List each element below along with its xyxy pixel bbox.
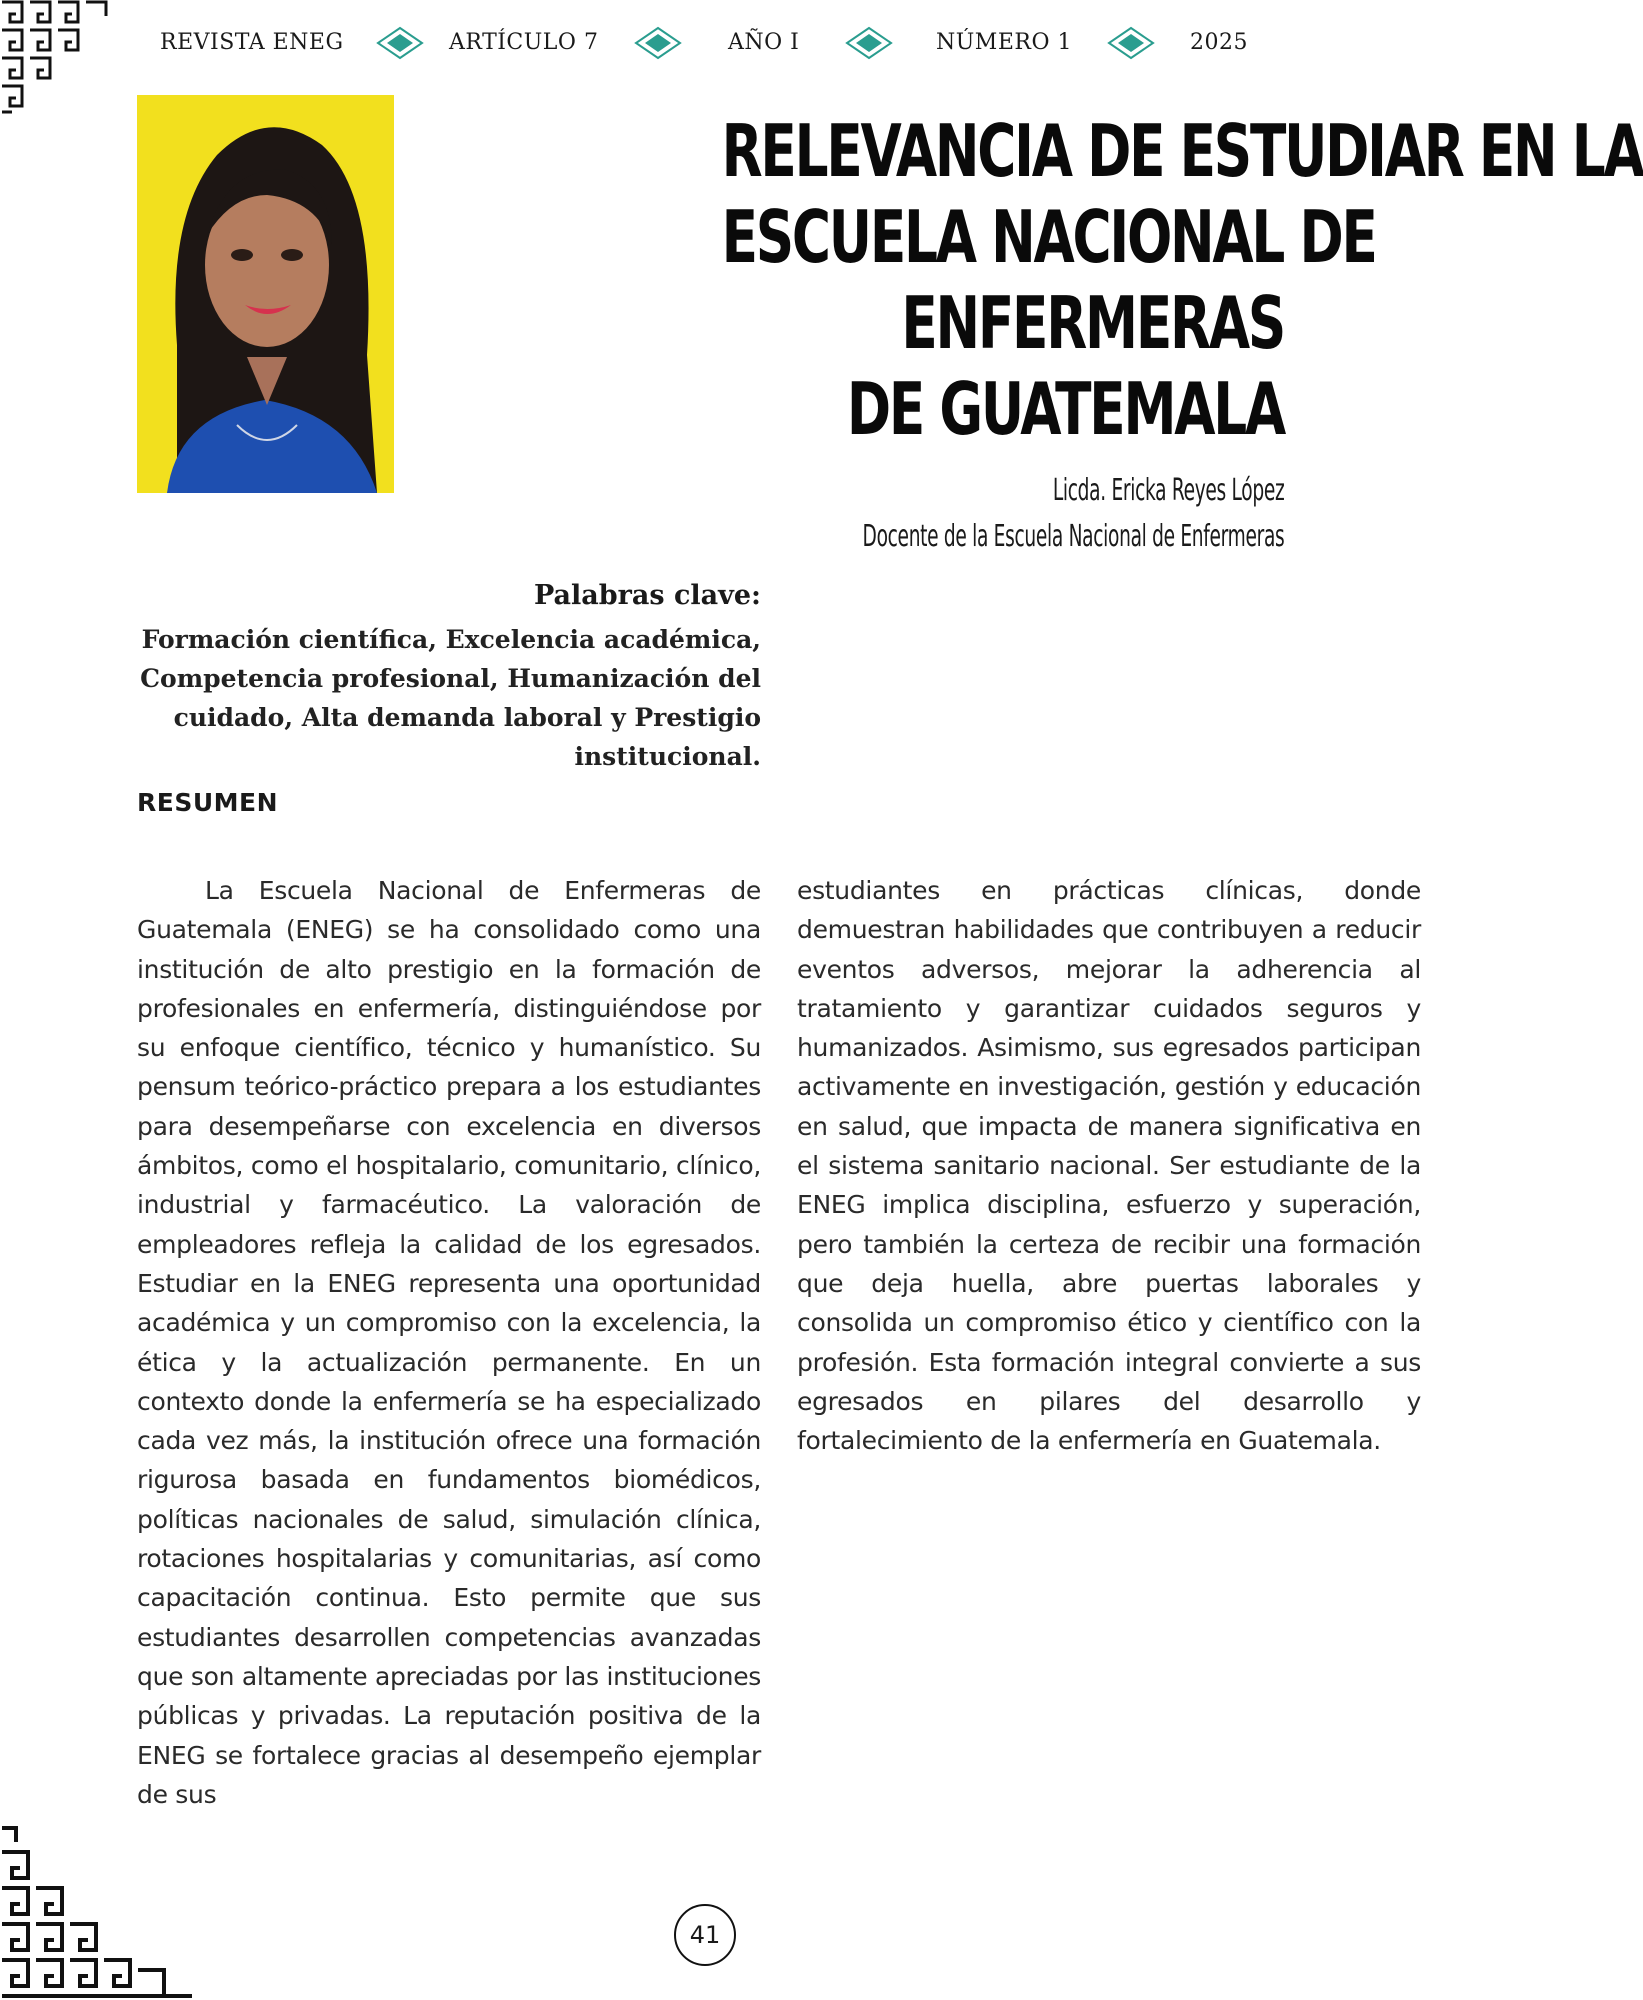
author-name: Licda. Ericka Reyes López <box>1052 473 1284 508</box>
keywords-heading: Palabras clave: <box>533 580 761 611</box>
header-number: NÚMERO 1 <box>936 30 1072 55</box>
diamond-separator-icon <box>376 26 424 60</box>
page-number: 41 <box>674 1904 736 1966</box>
author-photo <box>137 95 394 493</box>
author-block <box>862 468 1284 560</box>
keywords-text: Formación científica, Excelencia académica, Competencia profesional, Humanización del cuidado, Alta demanda laboral y Prestigio institucional. <box>140 625 761 771</box>
abstract-right-column: estudiantes en prácticas clínicas, donde demuestran habilidades que contribuyen a reducir eventos adversos, mejorar la adherencia al tratamiento y garantizar cuidados seguros y humanizados. Asimismo, sus egresados participan activamente en investigación, gestión y educación en salud, que impacta de manera significativa en el sistema sanitario nacional. Ser estudiante de la ENEG implica disciplina, esfuerzo y superación, pero también la certeza de recibir una formación que deja huella, abre puertas laborales y consolida un compromiso ético y científico con la profesión. Esta formación integral convierte a sus egresados en pilares del desarrollo y fortalecimiento de la enfermería en Guatemala. <box>797 876 1421 1456</box>
journal-header <box>0 26 1414 62</box>
diamond-separator-icon <box>634 26 682 60</box>
header-publication-year: 2025 <box>1190 30 1248 55</box>
corner-ornament-bottom-left-icon <box>0 1826 200 2000</box>
abstract-heading: RESUMEN <box>137 788 279 817</box>
abstract-left-column: La Escuela Nacional de Enfermeras de Guatemala (ENEG) se ha consolidado como una institución de alto prestigio en la formación de profesionales en enfermería, distinguiéndose por su enfoque científico, técnico y humanístico. Su pensum teórico-práctico prepara a los estudiantes para desempeñarse con excelencia en diversos ámbitos, como el hospitalario, comunitario, clínico, industrial y farmacéutico. La valoración de empleadores refleja la calidad de los egresados. Estudiar en la ENEG representa una oportunidad académica y un compromiso con la excelencia, la ética y la actualización permanente. En un contexto donde la enfermería se ha especializado cada vez más, la institución ofrece una formación rigurosa basada en fundamentos biomédicos, políticas nacionales de salud, simulación clínica, rotaciones hospitalarias y comunitarias, así como capacitación continua. Esto permite que sus estudiantes desarrollen competencias avanzadas que son altamente apreciadas por las instituciones públicas y privadas. La reputación positiva de la ENEG se fortalece gracias al desempeño ejemplar de sus <box>137 876 761 1809</box>
header-year: AÑO I <box>728 30 800 55</box>
diamond-separator-icon <box>845 26 893 60</box>
header-journal: REVISTA ENEG <box>160 30 344 55</box>
title-line: ESCUELA NACIONAL DE <box>721 195 1376 279</box>
article-title <box>721 108 1643 452</box>
title-line: DE GUATEMALA <box>846 367 1284 451</box>
title-line: ENFERMERAS <box>901 281 1284 365</box>
title-line: RELEVANCIA DE ESTUDIAR EN LA <box>721 109 1643 193</box>
author-role: Docente de la Escuela Nacional de Enfermeras <box>862 519 1284 554</box>
diamond-separator-icon <box>1107 26 1155 60</box>
header-article: ARTÍCULO 7 <box>449 30 599 55</box>
